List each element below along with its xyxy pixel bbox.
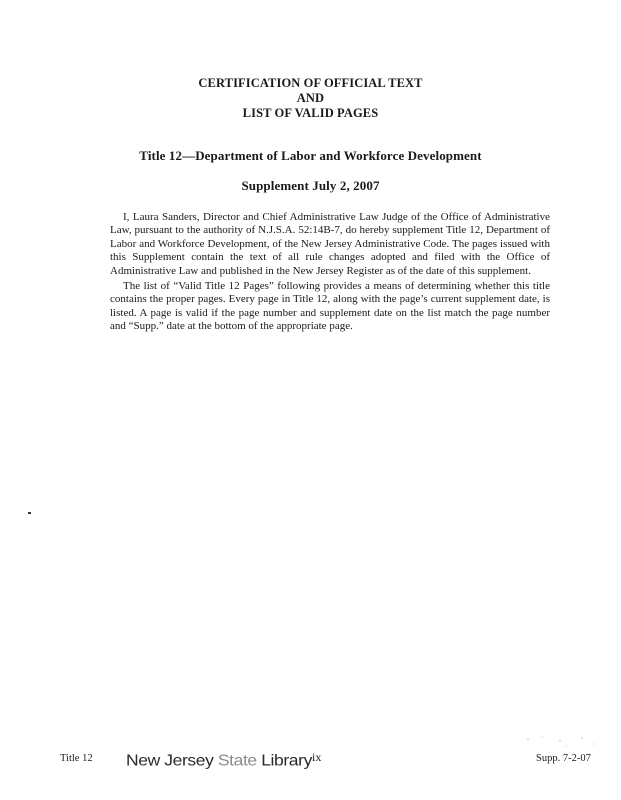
- library-stamp-part1: New Jersey: [126, 751, 218, 770]
- footer-page-number: ix: [312, 750, 322, 764]
- certification-heading-and: AND: [296, 91, 325, 105]
- library-stamp-part3: Library: [256, 751, 312, 770]
- title-heading: Title 12—Department of Labor and Workforce Development: [139, 148, 482, 163]
- footer-supplement-date: Supp. 7-2-07: [536, 753, 591, 764]
- supplement-date-heading: Supplement July 2, 2007: [241, 178, 380, 193]
- library-stamp-part2: State: [217, 751, 257, 770]
- certification-paragraph: I, Laura Sanders, Director and Chief Administrative Law Judge of the Office of Administrative Law, pursuant to the authority of N.J.S.A. 52:14B-7, do hereby supplement Title 12, Department of Labor and Workforce Development, of the New Jersey Administrative Code. The pages issued with this Supplement contain the text of all rule changes adopted and filed with the Office of Administrative Law and published in the New Jersey Register as of the date of this supplement.: [110, 211, 550, 277]
- scan-specks: [520, 733, 600, 753]
- valid-pages-paragraph: The list of “Valid Title 12 Pages” following provides a means of determining whether this title contains the proper pages. Every page in Title 12, along with the page’s current supplement date, is listed. A page is valid if the page number and supplement date on the list match the page number and “Supp.” date at the bottom of the appropriate page.: [110, 280, 550, 333]
- footer-title: Title 12: [60, 753, 93, 764]
- valid-pages-heading: LIST OF VALID PAGES: [242, 106, 379, 120]
- scan-speck: [28, 512, 31, 514]
- certification-heading: CERTIFICATION OF OFFICIAL TEXT: [198, 76, 423, 90]
- library-stamp: [126, 751, 312, 769]
